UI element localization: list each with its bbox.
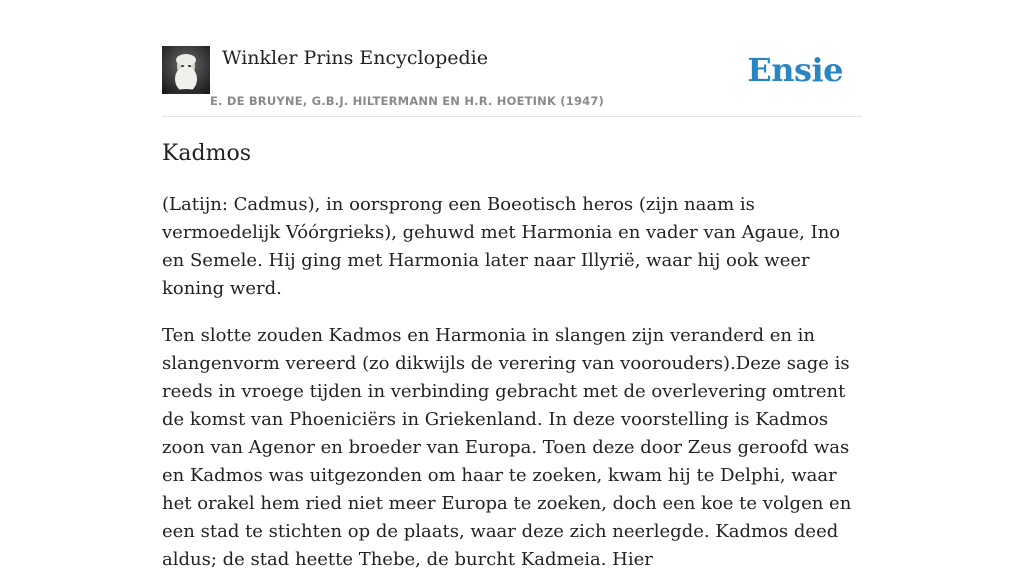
article-paragraph-2: Ten slotte zouden Kadmos en Harmonia in slangen zijn veranderd en in slangenvorm vereerd (zo dikwijls de verering van voorouders).Deze sage is reeds in vroege tijden in verbinding gebracht met de overlevering omtrent de komst van Phoeniciërs in Griekenland. In deze voorstelling is Kadmos zoon van Agenor en broeder van Europa. Toen deze door Zeus geroofd was en Kadmos was uitgezonden om haar te zoeken, kwam hij te Delphi, waar het orakel hem ried niet meer Europa te zoeken, doch een koe te volgen en een stad te stichten op de plaats, waar deze zich neerlegde. Kadmos deed aldus; de stad heette Thebe, de burcht Kadmeia. Hier (162, 325, 852, 570)
portrait-icon (162, 46, 210, 94)
article-title: Kadmos (162, 141, 252, 166)
source-title[interactable]: Winkler Prins Encyclopedie (222, 47, 488, 69)
author-avatar[interactable] (162, 46, 210, 94)
source-authors: E. DE BRUYNE, G.B.J. HILTERMANN EN H.R. HOETINK (1947) (210, 94, 605, 108)
source-header (162, 46, 862, 117)
brand-logo[interactable]: Ensie (747, 51, 843, 89)
article-paragraph-1: (Latijn: Cadmus), in oorsprong een Boeotisch heros (zijn naam is vermoedelijk Vóórgrieks), gehuwd met Harmonia en vader van Agaue, Ino en Semele. Hij ging met Harmonia later naar Illyrië, waar hij ook weer koning werd. (162, 194, 841, 299)
article (162, 138, 862, 574)
